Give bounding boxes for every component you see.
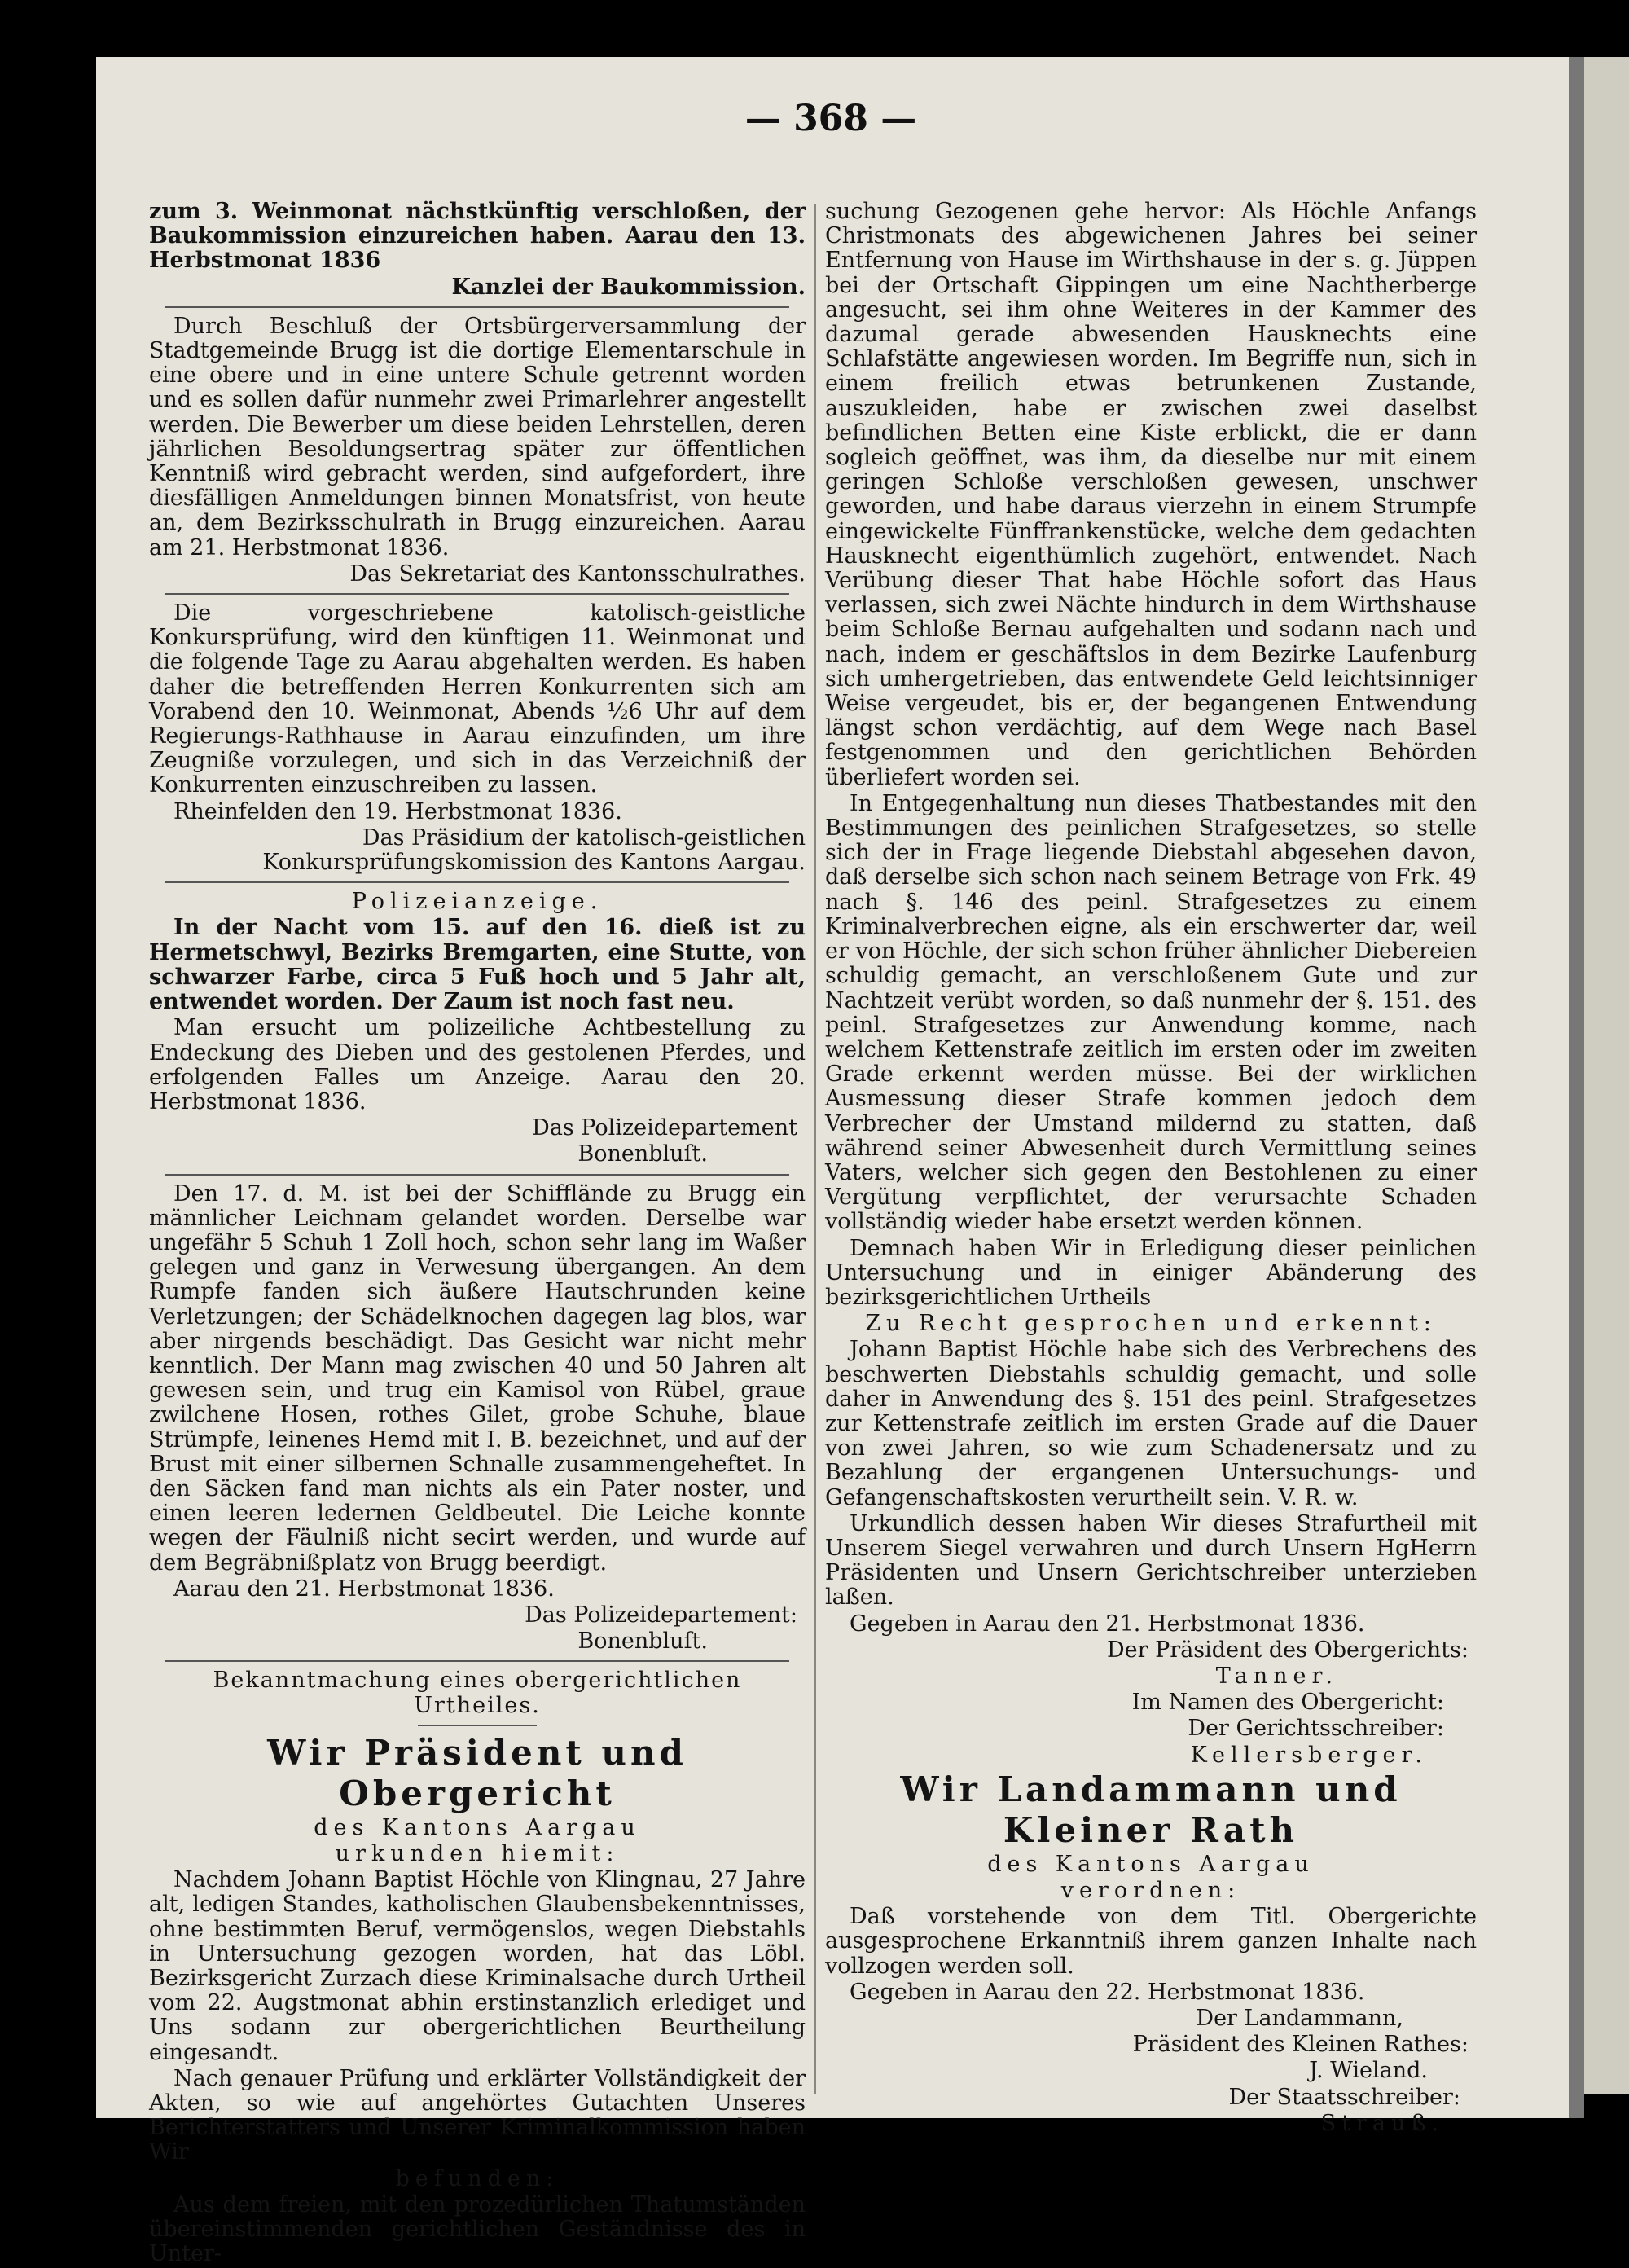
verdict-findings-continued: suchung Gezogenen gehe hervor: Als Höchle Anfangs Christmonats des abgewichenen Jahres bei seiner Entfernung von Hause im Wirthshause in der s. g. Jüppen bei der Ortschaft Gippingen um eine Nachtherberge angesucht, sei ihm ohne Weiteres in der Kammer des dazumal gerade abwesenden Hausknechts eine Schlafstätte angewiesen worden. Im Begriffe nun, sich in einem freilich etwas betrunkenen Zustande, auszukleiden, habe er zwischen zwei daselbst befindlichen Betten eine Kiste erblickt, die er dann sogleich geöffnet, was ihm, da dieselbe nur mit einem geringen Schloße verschloßen gewesen, unschwer geworden, und habe daraus vierzehn in einem Strumpfe eingewickelte Fünffrankenstücke, welche dem gedachten Hausknecht eigenthümlich zugehört, entwendet. Nach Verübung dieser That habe Höchle sofort das Haus verlassen, sich zwei Nächte hindurch in dem Wirthshause beim Schloße Bernau aufgehalten und sodann nach und nach, indem er geschäftslos in dem Bezirke Laufenburg sich umhergetrieben, das entwendete Geld leichtsinniger Weise vergeudet, bis er, der begangenen Entwendung längst schon verdächtig, auf dem Wege nach Basel festgenommen und den gerichtlichen Behörden überliefert worden sei. (825, 199, 1477, 790)
council-title-canton: des Kantons Aargau (987, 1851, 1315, 1877)
separator-rule (165, 1660, 789, 1662)
president-signature-title: Der Präsident des Obergerichts: (1107, 1637, 1469, 1663)
landammann-signature-role: Präsident des Kleinen Rathes: (1132, 2032, 1469, 2058)
column-divider (814, 204, 816, 2094)
separator-rule (165, 593, 789, 595)
police-signature-name: Bonenbluſt. (577, 1141, 708, 1167)
notice-konkurspruefung: Die vorgeschriebene katolisch-geistliche Konkursprüfung, wird den künftigen 11. Weinmonat und die folgende Tage zu Aarau abgehalten werden. Es haben daher die betreffenden Herren Konkurrenten sich am Vorabend den 10. Weinmonat, Abends ½6 Uhr auf dem Regierungs-Rathhause in Aarau einzufinden, um ihre Zeugniße vorzulegen, und sich in das Verzeichniß der Konkurrenten einzuschreiben zu lassen. (149, 600, 806, 798)
verdict-date: Gegeben in Aarau den 21. Herbstmonat 1836. (850, 1611, 1365, 1637)
clerk-signature-title: Der Gerichtsschreiber: (1188, 1716, 1444, 1742)
left-column (149, 200, 806, 2268)
verdict-announcement-heading: Bekanntmachung eines obergerichtlichen Urtheiles. (213, 1668, 742, 1718)
verdict-sentence: Johann Baptist Höchle habe sich des Verbrechens des beschwerten Diebstahls schuldig gemacht, und solle daher in Anwendung des §. 151 des peinl. Strafgesetzes zur Kettenstrafe zeitlich im ersten Grade auf die Dauer von zwei Jahren, so wie zum Schadenersatz und zu Bezahlung der ergangenen Untersuchungs- und Gefangenschaftskosten verurtheilt sein. V. R. w. (825, 1337, 1477, 1510)
notice-schule-brugg-signature: Das Sekretariat des Kantonsschulrathes. (349, 560, 806, 587)
notice-konkurspruefung-signature: Das Präsidium der katolisch-geistlichen Konkursprüfungskomission des Kantons Aargau. (262, 824, 806, 876)
verdict-befunden: befunden: (395, 2165, 560, 2191)
notice-stolen-horse-request: Man ersucht um polizeiliche Achtbestellung zu Endeckung des Dieben und des gestolenen Pferdes, und erfolgenden Falles um Anzeige. Aarau den 20. Herbstmonat 1836. (149, 1015, 806, 1114)
notice-konkurspruefung-date: Rheinfelden den 19. Herbstmonat 1836. (173, 798, 622, 824)
council-title: Wir Landammann und Kleiner Rath (900, 1769, 1402, 1850)
council-title-verordnen: verordnen: (1060, 1878, 1241, 1903)
verdict-zu-recht: Zu Recht gesprochen und erkennt: (865, 1311, 1437, 1337)
notice-stolen-horse: In der Nacht vom 15. auf den 16. dieß ist zu Hermetschwyl, Bezirks Bremgarten, eine Stutte, von schwarzer Farbe, circa 5 Fuß hoch und 5 Jahr alt, entwendet worden. Der Zaum ist noch fast neu. (149, 915, 806, 1015)
court-title-canton: des Kantons Aargau (314, 1814, 641, 1840)
page-fold (1569, 57, 1584, 2118)
separator-rule (165, 881, 789, 883)
adjacent-page-edge (1584, 57, 1629, 2094)
notice-corpse-found: Den 17. d. M. ist bei der Schiffländе zu Brugg ein männlicher Leichnam gelandet worden. Derselbe war ungefähr 5 Schuh 1 Zoll hoch, schon sehr lang im Waßer gelegen und ganz in Verwesung übergangen. An dem Rumpfe fanden sich äußere Hautschrunden keine Verletzungen; der Schädelknochen dagegen lag blos, war aber nirgends beschädigt. Das Gesicht war nicht mehr kenntlich. Der Mann mag zwischen 40 und 50 Jahren alt gewesen sein, und trug ein Kamisol von Rübel, graue zwilchene Hosen, rothes Gilet, grobe Schuhe, blaue Strümpfe, leinenes Hemd mit I. B. bezeichnet, und auf der Brust mit einer silbernen Schnalle zusammengeheftet. In den Säcken fand man nichts als ein Pater noster, und einen leeren ledernen Geldbeutel. Die Leiche konnte wegen der Fäulniß nicht secirt werden, und wurde auf dem Begräbnißplatz von Brugg beerdigt. (149, 1180, 806, 1576)
council-order: Daß vorstehende von dem Titl. Obergerichte ausgesprochene Erkanntniß ihrem ganzen Inhalte nach vollzogen werden soll. (825, 1904, 1477, 1979)
separator-rule (165, 1174, 789, 1176)
corpse-signature-department: Das Polizeidepartement: (525, 1602, 797, 1628)
verdict-seal: Urkundlich dessen haben Wir dieses Strafurtheil mit Unserem Siegel verwahren und durch Unsern HgHerrn Präsidenten und Unsern Gerichtschreiber unterzieben laßen. (825, 1510, 1477, 1611)
verdict-resolution: Demnach haben Wir in Erledigung dieser peinlichen Untersuchung und in einiger Abänderung des bezirksgerichtlichen Urtheils (825, 1235, 1477, 1310)
notice-baukommission: zum 3. Weinmonat nächstkünftig verschloßen, der Baukommission einzureichen haben. Aarau den 13. Herbstmonat 1836 (149, 199, 806, 274)
verdict-examination: Nach genauer Prüfung und erklärter Vollständigkeit der Akten, so wie auf angehörtes Gutachten Unseres Berichterstatters und Unserer Kriminalkommission haben Wir (149, 2065, 806, 2165)
police-signature-department: Das Polizeidepartement (532, 1115, 797, 1141)
notice-baukommission-signature: Kanzlei der Baukommission. (451, 274, 806, 300)
right-column (825, 200, 1477, 2138)
court-title-urkunden: urkunden hiemit: (335, 1840, 620, 1866)
council-date: Gegeben in Aarau den 22. Herbstmonat 1836. (850, 1979, 1365, 2005)
court-title: Wir Präsident und Obergericht (267, 1732, 687, 1813)
separator-rule (165, 306, 789, 308)
verdict-findings-start: Aus dem freien, mit den prozedürlichen Thatumständen übereinstimmenden gerichtlichen Geständnisse des in Unter- (149, 2191, 806, 2267)
separator-rule (418, 1725, 537, 1726)
clerk-signature-name: Kellersberger. (1190, 1742, 1428, 1768)
president-signature-name: Tanner. (1215, 1663, 1338, 1689)
state-clerk-signature-title: Der Staatsschreiber: (1228, 2084, 1460, 2110)
verdict-intro: Nachdem Johann Baptist Höchle von Klingnau, 27 Jahre alt, ledigen Standes, katholischen Glaubensbekenntnisses, ohne bestimmten Beruf, vermögenslos, wegen Diebstahls in Untersuchung gezogen worden, hat das Löbl. Bezirksgericht Zurzach diese Kriminalsache durch Urtheil vom 22. Augstmonat abhin erstinstanzlich erlediget und Uns sodann zur obergerichtlichen Beurtheilung eingesandt. (149, 1867, 806, 2065)
landammann-signature-name: J. Wieland. (1309, 2058, 1428, 2084)
verdict-legal-assessment: In Entgegenhaltung nun dieses Thatbestandes mit den Bestimmungen des peinlichen Strafgesetzes, so stelle sich der in Frage liegende Diebstahl abgesehen davon, daß derselbe sich schon nach seinem Betrage von Frk. 49 nach §. 146 des peinl. Strafgesetzes zu einem Kriminalverbrechen eigne, als ein erschwerter dar, weil er von Höchle, der sich schon früher ähnlicher Diebereien schuldig gemacht, an verschloßenem Gute und zur Nachtzeit verübt worden, so daß nunmehr der §. 151. des peinl. Strafgesetzes zur Anwendung komme, nach welchem Kettenstrafe zeitlich im ersten oder im zweiten Grade erkennt werden müsse. Bei der wirklichen Ausmessung dieser Strafe kommen jedoch dem Verbrecher der Umstand mildernd zu statten, daß während seiner Abwesenheit durch Vermittlung seines Vaters, welcher sich gegen den Bestohlenen zu einer Vergütung verpflichtet, der verursachte Schaden vollständig wieder habe ersetzt werden können. (825, 790, 1477, 1235)
notice-schule-brugg: Durch Beschluß der Ortsbürgerversammlung der Stadtgemeinde Brugg ist die dortige Elementarschule in eine obere und in eine untere Schule getrennt worden und es sollen dafür nunmehr zwei Primarlehrer angestellt werden. Die Bewerber um diese beiden Lehrstellen, deren jährlichen Besoldungsertrag später zur öffentlichen Kenntniß wird gebracht werden, sind aufgefordert, ihre diesfälligen Anmeldungen binnen Monatsfrist, von heute an, dem Bezirksschulrath in Brugg einzureichen. Aarau am 21. Herbstmonat 1836. (149, 313, 806, 560)
corpse-signature-name: Bonenbluſt. (577, 1628, 708, 1655)
court-name-line: Im Namen des Obergericht: (1131, 1690, 1444, 1716)
page-number: — 368 — (744, 98, 917, 139)
landammann-signature-title: Der Landammann, (1196, 2006, 1403, 2032)
state-clerk-signature-name: Strauß. (1320, 2110, 1444, 2136)
notice-corpse-date: Aarau den 21. Herbstmonat 1836. (173, 1576, 555, 1602)
police-heading: Polizeianzeige. (351, 889, 604, 915)
